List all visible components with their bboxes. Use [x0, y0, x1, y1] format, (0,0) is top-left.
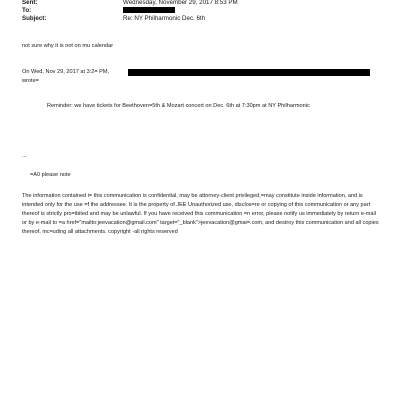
confidentiality-disclaimer: The information contained i= this communication is confidential, may be attorney-client privileged,=may constitute inside information, and is intended only for the use =f the addressee. It is the property of JEE Unauthorized use, disclos=re or copying of this communication or any part thereof is strictly pro=ibited and may be unlawful. If you have received this communication =n error, please notify us immediately by return e-mail or by e-mail to =a href="mailto:jeevacation@gmail.com" target="_blank">jeevacation@gmai=.com, and destroy this communication and all copies thereof, inc=uding all attachments. copyright -all rights reserved — [22, 193, 379, 235]
subject-row — [22, 15, 205, 23]
reminder-text: Reminder: we have tickets for Beethoven=5th & Mozart concert on Dec. 6th at 7:30pm at NY Philharmonic — [47, 103, 310, 109]
redacted-recipient — [123, 7, 175, 13]
reply-text: not sure why it is not on mu calendar — [22, 43, 114, 49]
quote-intro: On Wed, Nov 29, 2017 at 3:2= PM, — [22, 69, 110, 75]
subject-label: Subject: — [22, 15, 47, 22]
redacted-sender — [128, 69, 370, 76]
sent-row — [22, 0, 238, 7]
to-row — [22, 7, 175, 15]
to-label: To: — [22, 7, 32, 14]
ellipsis-text: ... — [22, 153, 27, 159]
note-text: =A0 please note — [30, 172, 71, 178]
quote-wrote: wrote= — [22, 78, 39, 84]
sent-value: Wednesday, November 29, 2017 8:53 PM — [123, 0, 238, 6]
subject-value: Re: NY Philharmonic Dec. 6th — [123, 15, 206, 22]
sent-label: Sent: — [22, 0, 38, 6]
